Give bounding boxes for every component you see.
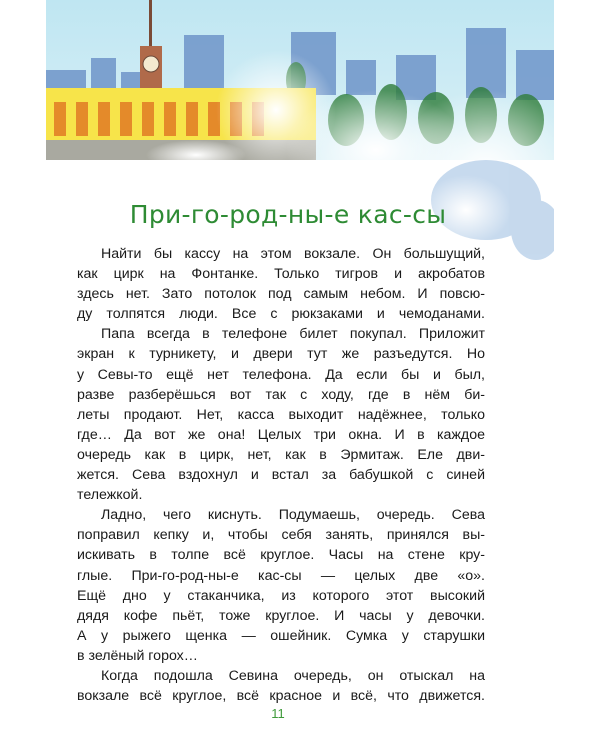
text-line: поправил кепку и, чтобы себя занять, принялся вы-	[77, 527, 485, 544]
text-line: дядя кофе пьёт, тоже круглое. И часы у девочки.	[77, 607, 485, 624]
text-line: ду толпятся люди. Все с рюкзаками и чемоданами.	[77, 306, 485, 323]
text-line: Ещё дно у стаканчика, из которого этот высокий	[77, 587, 485, 604]
text-line: жется. Сева вздохнул и встал за бабушкой с синей	[77, 467, 485, 484]
text-line: Ладно, чего киснуть. Подумаешь, очередь. Сева	[101, 507, 485, 524]
text-line: очередь как в цирк, нет, как в Эрмитаж. Еле дви-	[77, 446, 485, 463]
text-line: где… Да вот же она! Целых три окна. И в каждое	[77, 426, 485, 443]
text-line: Найти бы кассу на этом вокзале. Он большущий,	[101, 246, 485, 262]
text-line: разве разберёшься вот так с ходу, где в нём би-	[77, 386, 485, 403]
page-number: 11	[271, 706, 285, 721]
text-line: вокзале всё круглое, всё красное и всё, что движется.	[77, 688, 485, 705]
text-line: А у рыжего щенка — ошейник. Сумка у старушки	[77, 627, 485, 644]
text-line: как цирк на Фонтанке. Только тигров и акробатов	[77, 266, 485, 283]
chapter-title: При-го-род-ны-е кас-сы	[129, 200, 447, 229]
text-line: глые. При-го-род-ны-е кас-сы — целых две «о».	[77, 567, 485, 584]
text-line: экран к турникету, и двери тут же разъедутся. Но	[77, 346, 485, 363]
text-line: Папа всегда в телефоне билет покупал. Приложит	[101, 326, 485, 343]
text-line: у Севы-то ещё нет телефона. Да если бы и был,	[77, 366, 485, 383]
text-line: леты продают. Нет, касса выходит надёжнее, только	[77, 406, 485, 423]
body-text	[77, 244, 485, 706]
text-line: искивать в толпе всё круглое. Часы на стене кру-	[77, 547, 485, 564]
text-line: в зелёный горох…	[77, 647, 198, 664]
text-line: тележкой.	[77, 487, 143, 504]
text-line: здесь нет. Зато потолок под самым небом. И повсю-	[77, 286, 485, 303]
text-line: Когда подошла Севина очередь, он отыскал на	[101, 667, 485, 684]
